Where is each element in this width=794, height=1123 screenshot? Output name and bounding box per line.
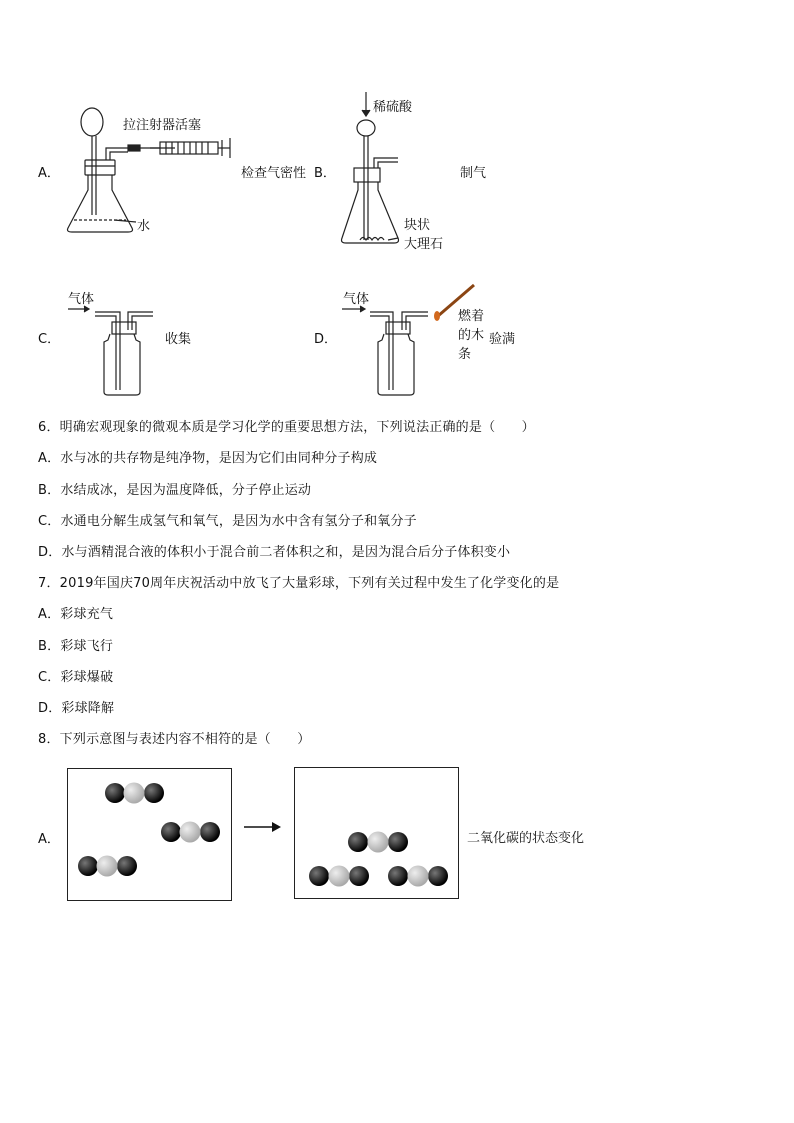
q7-stem: 7．2019年国庆70周年庆祝活动中放飞了大量彩球，下列有关过程中发生了化学变化的是 [38, 576, 560, 591]
solid-label-1: 块状 [404, 218, 431, 233]
solid-label-2: 大理石 [404, 237, 444, 252]
q6-option-c: C．水通电分解生成氢气和氧气，是因为水中含有氢分子和氧分子 [38, 514, 417, 529]
syringe-label: 拉注射器活塞 [123, 118, 202, 133]
co2-molecule [105, 783, 164, 804]
co2-molecule [348, 832, 408, 853]
q8-stem: 8．下列示意图与表述内容不相符的是（ ） [38, 732, 311, 747]
splint-label-1: 燃着 [458, 309, 485, 324]
gas-label-c: 气体 [68, 292, 95, 307]
q5-option-d-letter: D． [314, 332, 338, 347]
q5-option-d-desc: 验满 [489, 332, 516, 347]
q8-option-a-letter: A． [38, 832, 60, 847]
splint-label-2: 的木 [458, 328, 485, 343]
q5-option-b-letter: B． [314, 166, 336, 181]
acid-label: 稀硫酸 [373, 100, 413, 115]
q7-option-d: D．彩球降解 [38, 701, 115, 716]
co2-molecule [161, 822, 220, 843]
co2-molecule [388, 866, 448, 887]
q8-option-a-desc: 二氧化碳的状态变化 [467, 831, 585, 846]
q6-option-d: D．水与酒精混合液的体积小于混合前二者体积之和，是因为混合后分子体积变小 [38, 545, 511, 560]
q7-option-a: A．彩球充气 [38, 607, 114, 622]
q6-stem: 6．明确宏观现象的微观本质是学习化学的重要思想方法，下列说法正确的是（ ） [38, 420, 535, 435]
q5-option-a-desc: 检查气密性 [241, 166, 307, 181]
co2-molecule [78, 856, 137, 877]
arrow-right-icon [244, 822, 281, 832]
gas-label-d: 气体 [343, 292, 370, 307]
q7-option-b: B．彩球飞行 [38, 639, 114, 654]
q7-option-c: C．彩球爆破 [38, 670, 114, 685]
splint-label-3: 条 [458, 347, 472, 362]
co2-molecule [309, 866, 369, 887]
q5-option-c-letter: C． [38, 332, 61, 347]
q6-option-b: B．水结成冰，是因为温度降低，分子停止运动 [38, 483, 312, 498]
q5-option-b-desc: 制气 [460, 166, 487, 181]
q5-option-c-desc: 收集 [165, 332, 192, 347]
water-label: 水 [137, 219, 151, 234]
q6-option-a: A．水与冰的共存物是纯净物，是因为它们由同种分子构成 [38, 451, 378, 466]
q5-option-a-letter: A． [38, 166, 60, 181]
